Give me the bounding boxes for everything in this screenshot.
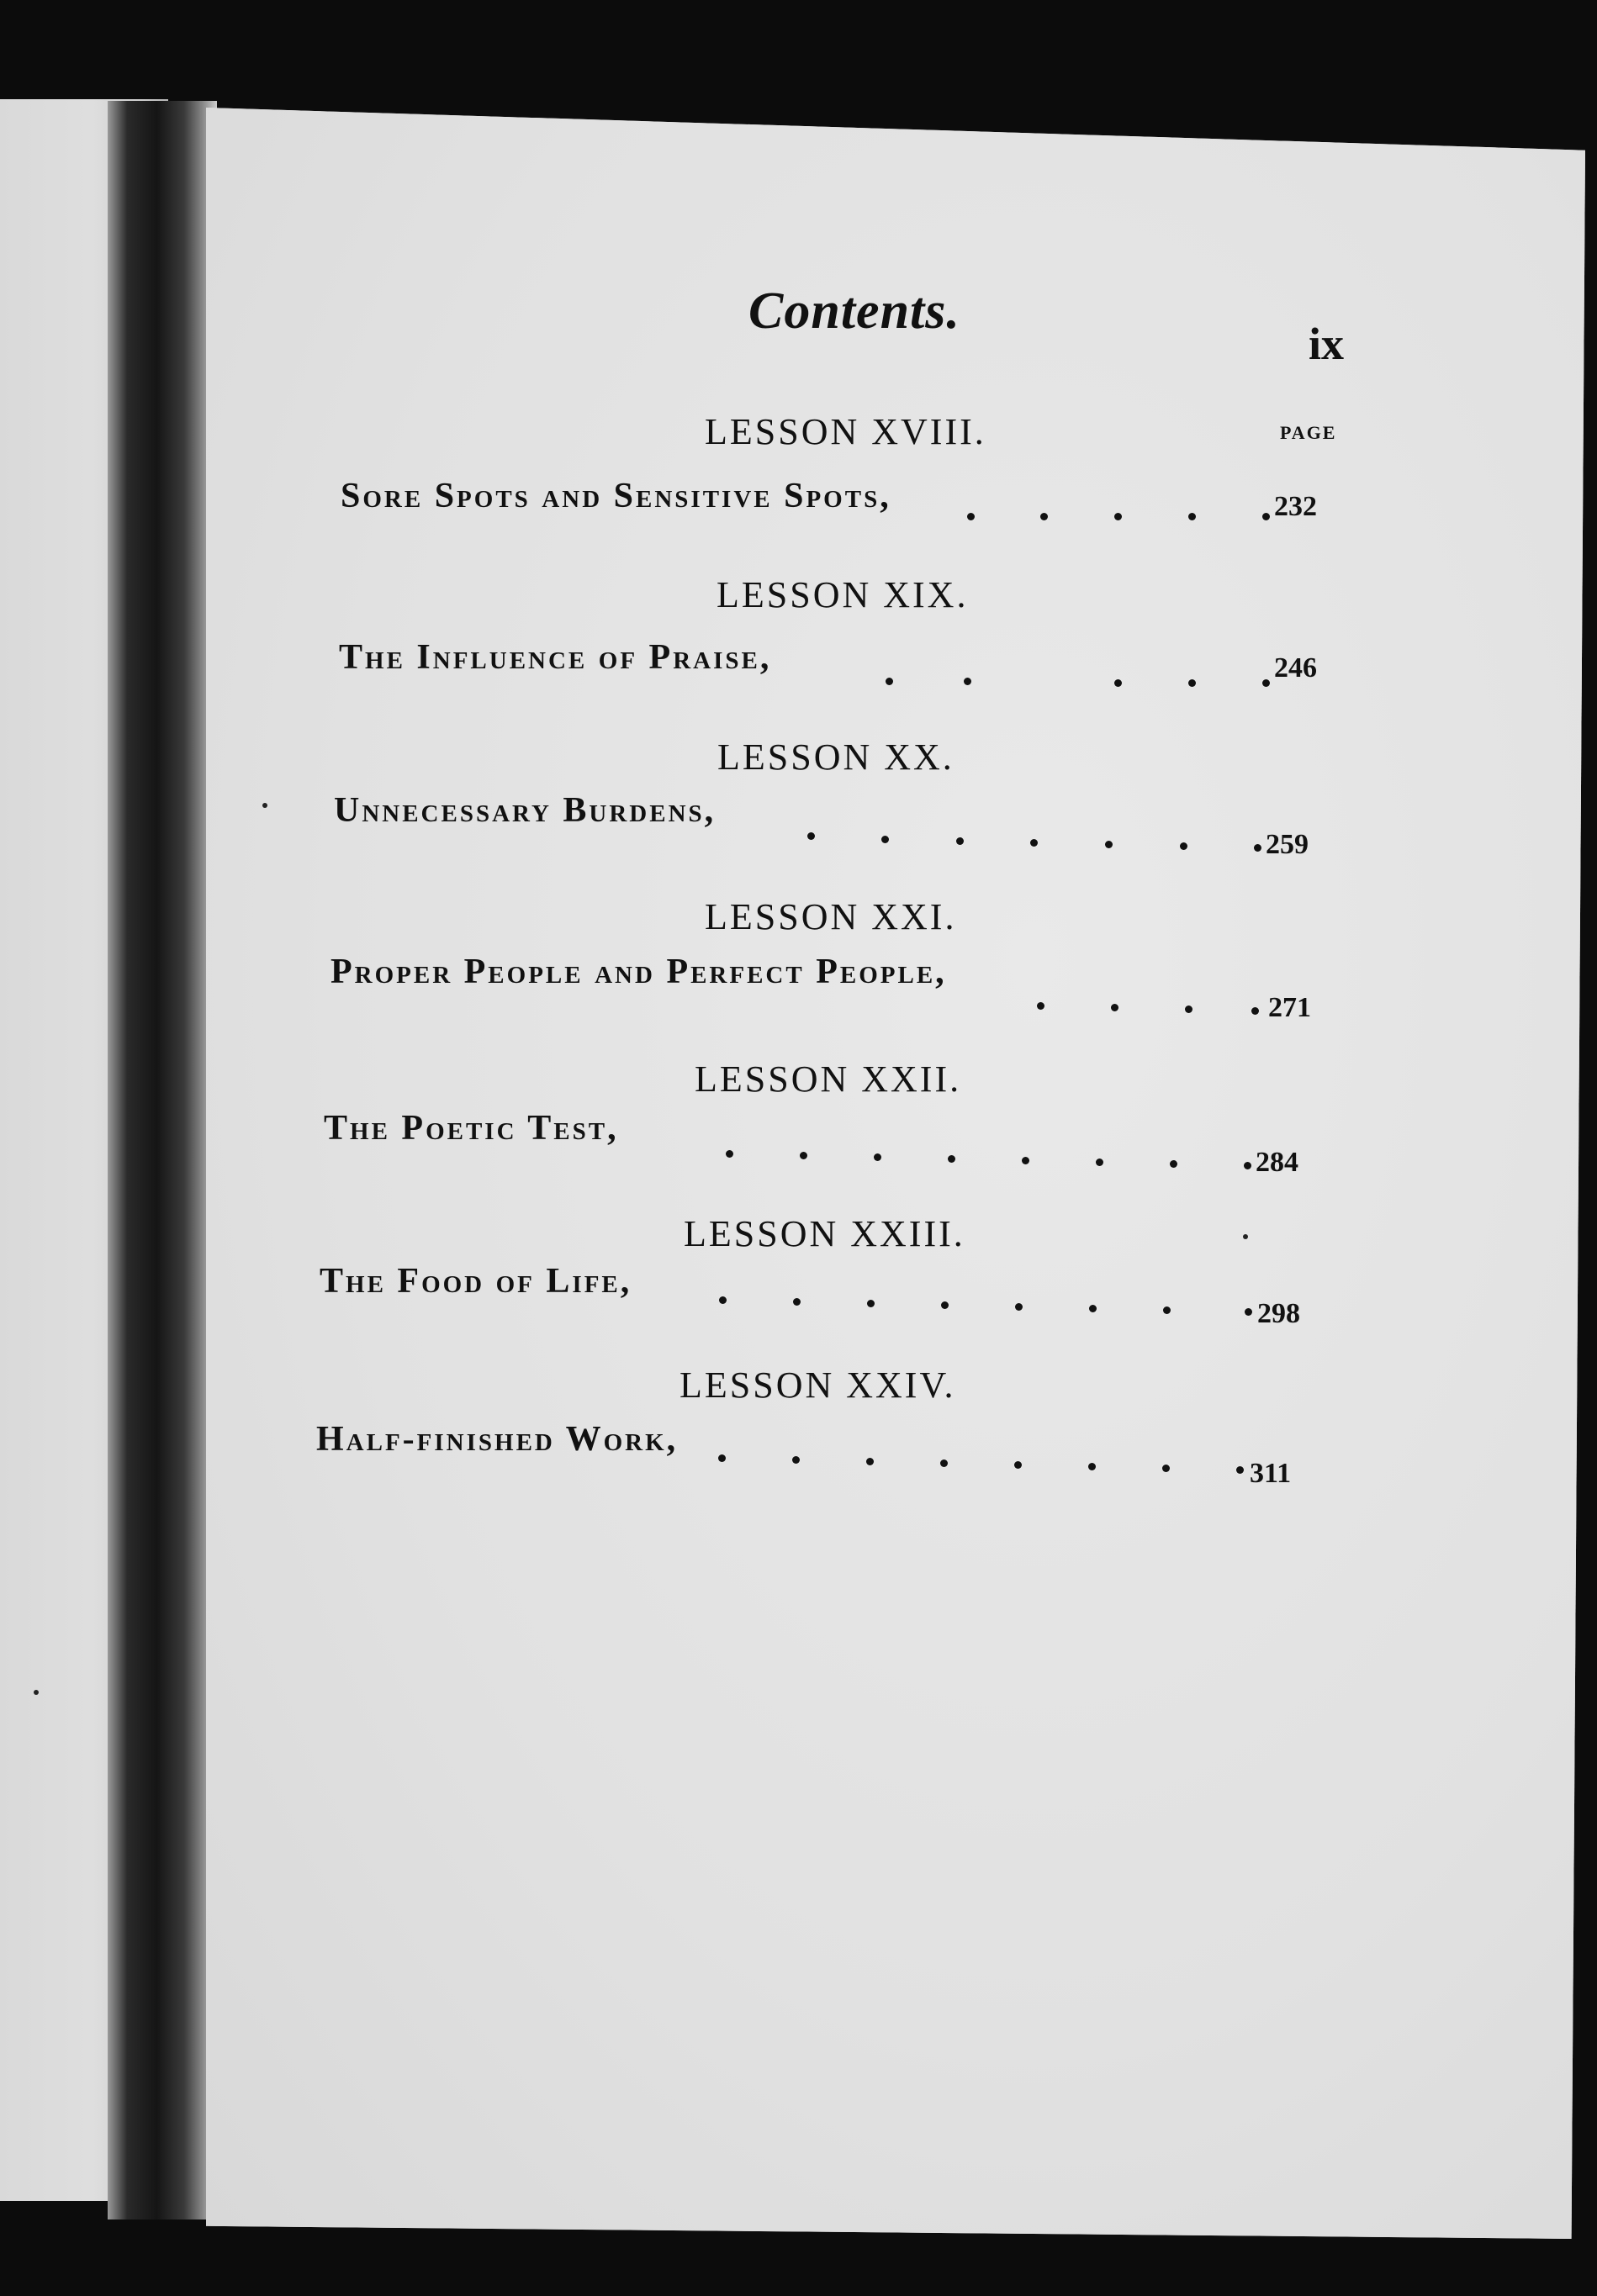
leader-dot [1162,1465,1170,1472]
leader-dot [1015,1303,1023,1311]
entry-page-number: 271 [1268,992,1311,1023]
leader-dot [1254,844,1261,852]
leader-dot [967,513,975,520]
leader-dot [1180,842,1187,850]
toc-entry[interactable] [331,952,1373,1023]
leader-dot [1114,513,1122,520]
leader-dot [1040,513,1048,520]
entry-page-number: 311 [1250,1458,1292,1489]
leader-dot [793,1298,801,1306]
leader-dot [1188,513,1196,520]
leader-dot [964,678,971,685]
page-number: ix [1309,319,1345,369]
leader-dot [1245,1308,1252,1316]
toc-entry[interactable] [316,1419,1359,1489]
lesson-heading: LESSON XXI. [705,896,957,937]
leader-dot [1262,513,1270,520]
leader-dot [1114,679,1122,687]
entry-title: Half-finished Work, [316,1420,679,1459]
leader-dot [1262,679,1270,687]
entry-title: The Food of Life, [320,1262,632,1301]
leader-dot [1244,1162,1251,1169]
leader-dot [1037,1002,1044,1010]
entry-page-number: 259 [1266,829,1309,860]
leader-dot [940,1459,948,1467]
leader-dot [726,1150,733,1158]
leader-dot [792,1456,800,1464]
leader-dot [1014,1461,1022,1469]
leader-dot [800,1152,807,1159]
leader-dot [1030,839,1038,847]
leader-dot [719,1296,727,1304]
leader-dot [1163,1306,1171,1314]
lesson-heading: LESSON XXIII. [684,1213,965,1254]
entry-title: Proper People and Perfect People, [331,953,947,991]
entry-page-number: 232 [1274,491,1317,522]
toc-entry[interactable] [334,790,1377,860]
leader-dot [886,678,893,685]
lesson-heading: LESSON XXIV. [680,1364,956,1406]
toc-entry[interactable] [339,637,1382,691]
entry-title: The Influence of Praise, [339,638,772,677]
entry-title: Unnecessary Burdens, [334,791,717,830]
leader-dot [1088,1463,1096,1470]
lesson-heading: LESSON XIX. [717,574,969,615]
leader-dot [956,837,964,845]
lesson-heading: LESSON XX. [717,736,954,778]
scan-speck [34,1690,39,1695]
scan-speck [1243,1234,1248,1239]
leader-dot [1185,1005,1192,1013]
lesson-heading: LESSON XXII. [695,1058,962,1100]
book-gutter [108,101,217,2219]
leader-dot [867,1300,875,1307]
leader-dot [948,1155,955,1163]
toc-entry[interactable] [320,1261,1362,1329]
entry-page-number: 284 [1256,1147,1298,1178]
leader-dot [1111,1004,1118,1011]
leader-dot [881,836,889,843]
leader-dot [941,1301,949,1309]
entry-title: The Poetic Test, [324,1109,619,1148]
entry-title: Sore Spots and Sensitive Spots, [341,477,891,515]
leader-dot [1089,1305,1097,1312]
leader-dot [718,1454,726,1462]
entry-page-number: 298 [1257,1298,1300,1329]
leader-dot [874,1153,881,1161]
running-head: Contents. [748,282,960,340]
leader-dot [866,1458,874,1465]
leader-dot [1096,1159,1103,1166]
page-column-label: PAGE [1280,422,1337,443]
entry-page-number: 246 [1274,652,1317,684]
toc-entry[interactable] [324,1108,1367,1178]
leader-dot [1188,679,1196,687]
leader-dot [1170,1160,1177,1168]
lesson-heading: LESSON XVIII. [705,411,986,452]
leader-dot [1236,1466,1244,1474]
scan-speck [262,803,267,808]
leader-dot [1022,1157,1029,1164]
leader-dot [1105,841,1113,848]
leader-dot [1251,1007,1259,1015]
leader-dot [807,832,815,840]
toc-entry[interactable] [341,476,1383,530]
